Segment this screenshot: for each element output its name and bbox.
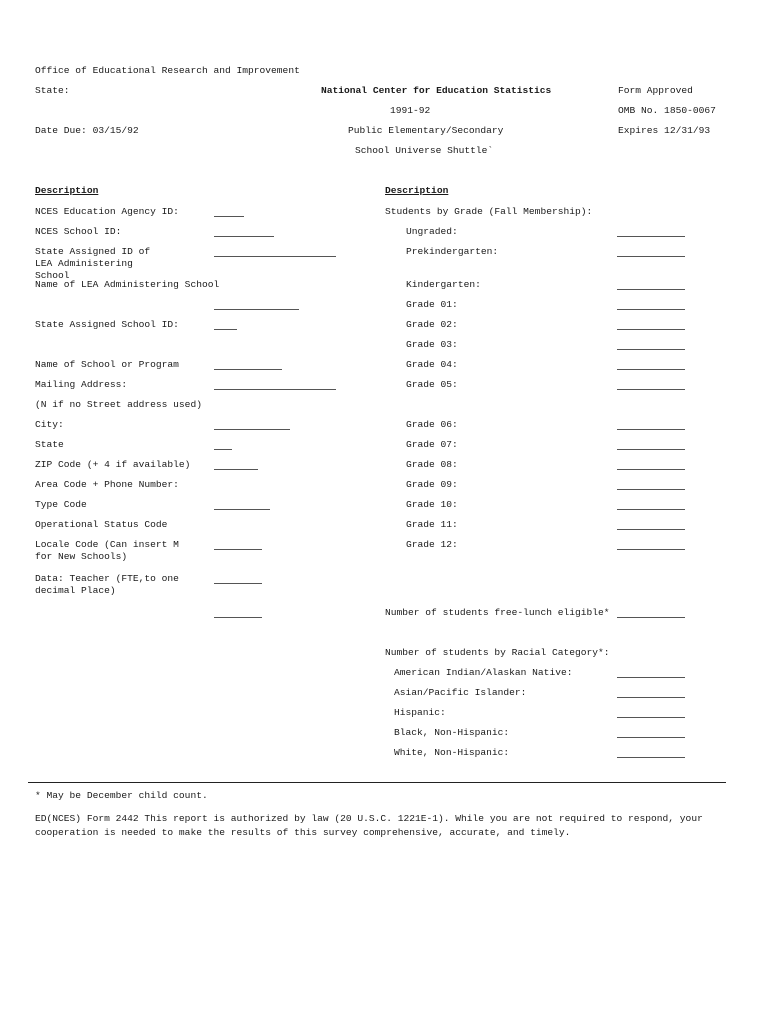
- grade-12-label: Grade 12:: [406, 539, 458, 550]
- grade-04-blank[interactable]: [617, 369, 685, 370]
- kindergarten-label: Kindergarten:: [406, 279, 481, 290]
- grade-08-blank[interactable]: [617, 469, 685, 470]
- prek-label: Prekindergarten:: [406, 246, 499, 257]
- grade-05-label: Grade 05:: [406, 379, 458, 390]
- grade-10-blank[interactable]: [617, 509, 685, 510]
- agency-title: National Center for Education Statistics: [321, 85, 552, 96]
- grade-01-blank[interactable]: [617, 309, 685, 310]
- school-id-blank[interactable]: [214, 236, 274, 237]
- city-blank[interactable]: [214, 429, 290, 430]
- phone-label: Area Code + Phone Number:: [35, 479, 179, 490]
- teacher-fte-label: Data: Teacher (FTE,to one decimal Place): [35, 573, 179, 596]
- zip-blank[interactable]: [214, 469, 258, 470]
- grade-11-label: Grade 11:: [406, 519, 458, 530]
- state-blank[interactable]: [214, 449, 232, 450]
- school-id-label: NCES School ID:: [35, 226, 122, 237]
- grade-10-label: Grade 10:: [406, 499, 458, 510]
- city-label: City:: [35, 419, 64, 430]
- school-name-blank[interactable]: [214, 369, 282, 370]
- school-name-label: Name of School or Program: [35, 359, 179, 370]
- lea-id-label: State Assigned ID of LEA Administering School: [35, 246, 151, 281]
- teacher-fte-blank[interactable]: [214, 583, 262, 584]
- agency-id-label: NCES Education Agency ID:: [35, 206, 179, 217]
- hispanic-label: Hispanic:: [394, 707, 446, 718]
- grade-07-blank[interactable]: [617, 449, 685, 450]
- survey-subtitle: Public Elementary/Secondary: [348, 125, 504, 136]
- ungraded-label: Ungraded:: [406, 226, 458, 237]
- grade-02-label: Grade 02:: [406, 319, 458, 330]
- office-name: Office of Educational Research and Improvement: [35, 65, 300, 76]
- mailing-address-blank[interactable]: [214, 389, 336, 390]
- grade-03-blank[interactable]: [617, 349, 685, 350]
- state-school-id-label: State Assigned School ID:: [35, 319, 179, 330]
- survey-year: 1991-92: [390, 105, 431, 116]
- kindergarten-blank[interactable]: [617, 289, 685, 290]
- type-code-blank[interactable]: [214, 509, 270, 510]
- free-lunch-label: Number of students free-lunch eligible*: [385, 607, 610, 618]
- right-description-heading: Description: [385, 185, 449, 196]
- american-indian-label: American Indian/Alaskan Native:: [394, 667, 573, 678]
- grade-03-label: Grade 03:: [406, 339, 458, 350]
- grade-05-blank[interactable]: [617, 389, 685, 390]
- hispanic-blank[interactable]: [617, 717, 685, 718]
- asian-pacific-label: Asian/Pacific Islander:: [394, 687, 527, 698]
- black-blank[interactable]: [617, 737, 685, 738]
- grade-09-blank[interactable]: [617, 489, 685, 490]
- locale-code-label: Locale Code (Can insert M for New Schools): [35, 539, 179, 562]
- grade-02-blank[interactable]: [617, 329, 685, 330]
- status-code-label: Operational Status Code: [35, 519, 168, 530]
- street-note: (N if no Street address used): [35, 399, 202, 410]
- white-label: White, Non-Hispanic:: [394, 747, 510, 758]
- date-due: Date Due: 03/15/92: [35, 125, 139, 136]
- grade-09-label: Grade 09:: [406, 479, 458, 490]
- omb-number: OMB No. 1850-0067: [618, 105, 716, 116]
- free-lunch-blank[interactable]: [617, 617, 685, 618]
- type-code-label: Type Code: [35, 499, 87, 510]
- grade-08-label: Grade 08:: [406, 459, 458, 470]
- zip-label: ZIP Code (+ 4 if available): [35, 459, 191, 470]
- black-label: Black, Non-Hispanic:: [394, 727, 510, 738]
- ungraded-blank[interactable]: [617, 236, 685, 237]
- white-blank[interactable]: [617, 757, 685, 758]
- prek-blank[interactable]: [617, 256, 685, 257]
- state-school-id-blank[interactable]: [214, 329, 237, 330]
- agency-id-blank[interactable]: [214, 216, 244, 217]
- grade-07-label: Grade 07:: [406, 439, 458, 450]
- grade-04-label: Grade 04:: [406, 359, 458, 370]
- survey-name: School Universe Shuttle`: [355, 145, 494, 156]
- state-label: State:: [35, 85, 70, 96]
- asian-pacific-blank[interactable]: [617, 697, 685, 698]
- lea-name-label: Name of LEA Administering School: [35, 279, 220, 290]
- left-description-heading: Description: [35, 185, 99, 196]
- grade-11-blank[interactable]: [617, 529, 685, 530]
- authority-statement: ED(NCES) Form 2442 This report is authorized by law (20 U.S.C. 1221E-1). While you are not required to respond, your cooperation is needed to make the results of this survey comprehensive, accurate, and timely.: [35, 813, 703, 838]
- american-indian-blank[interactable]: [617, 677, 685, 678]
- form-approved: Form Approved: [618, 85, 693, 96]
- state-field-label: State: [35, 439, 64, 450]
- lea-name-blank[interactable]: [214, 309, 299, 310]
- locale-code-blank[interactable]: [214, 549, 262, 550]
- lea-id-blank[interactable]: [214, 256, 336, 257]
- mailing-address-label: Mailing Address:: [35, 379, 128, 390]
- expiration-date: Expires 12/31/93: [618, 125, 711, 136]
- grade-12-blank[interactable]: [617, 549, 685, 550]
- grade-section-title: Students by Grade (Fall Membership):: [385, 206, 593, 217]
- grade-06-blank[interactable]: [617, 429, 685, 430]
- grade-01-label: Grade 01:: [406, 299, 458, 310]
- extra-blank[interactable]: [214, 617, 262, 618]
- grade-06-label: Grade 06:: [406, 419, 458, 430]
- footer-divider: [28, 782, 726, 783]
- footnote: * May be December child count.: [35, 790, 208, 801]
- racial-section-title: Number of students by Racial Category*:: [385, 647, 610, 658]
